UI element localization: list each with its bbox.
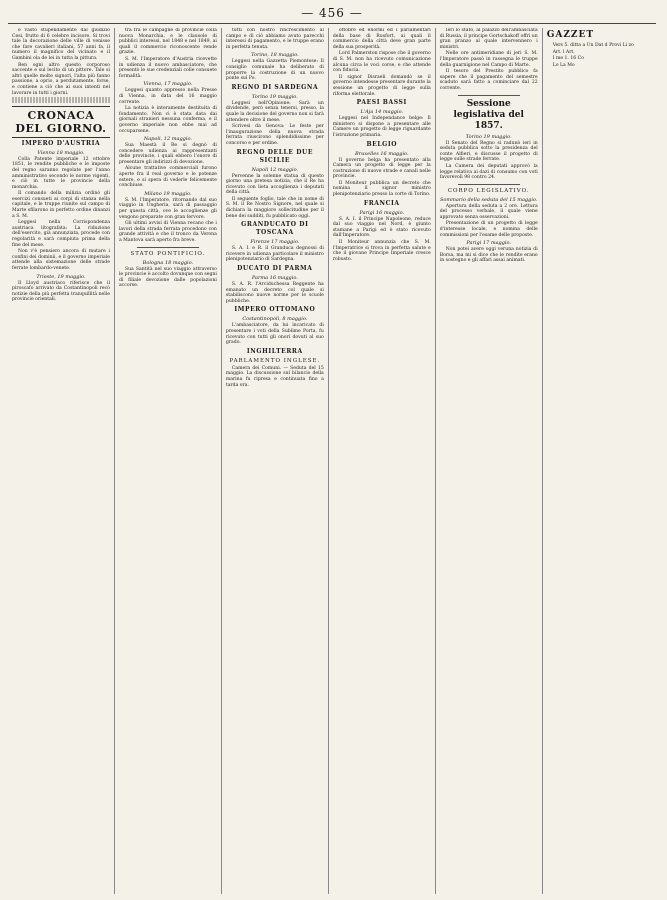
top-rule xyxy=(8,23,656,24)
paragraph: ottobre ed enormi ed i parlamentari della base di Rusfort, ai quali il commercio della città deve gran parte della sua prosperità. xyxy=(332,28,431,50)
paragraph: Camera dei Comuni. — Seduta del 15 maggio. La discussione sul bilancio della marina fu ripresa e continuata fino a tarda ora. xyxy=(225,365,324,388)
paragraph: Ieri lo stato, al palazzo dell'ambasciata di Russia, il principe Gortschakoff offrì un gran pranzo al quale intervennero i ministri. xyxy=(439,28,538,50)
paragraph: Art. l Art. xyxy=(552,49,575,55)
subsection-heading: INGHILTERRA xyxy=(246,347,303,355)
paragraph: Leggesi nel Independance belge: Il ministero si dispone a presentare alle Camere un progetto di legge riguardante l'istruzione primaria. xyxy=(332,116,431,138)
paragraph: Il Moniteur annunzia che S. M. l'Imperatrice si trova in perfetta salute e che il giovane Principe Imperiale cresce robusto. xyxy=(332,240,431,262)
paragraph: La notizia è interamente destituita di fondamento. Non ci è stata data dai giornali stranieri nessuna conferma, e il governo imperiale non ebbe mai ad occuparsene. xyxy=(118,106,217,134)
paragraph: Leggesi nell'Opinione: Sarà un dividende, però senza tenersi, presso, la quale la decisione del governo non si farà attendere oltre il mese. xyxy=(225,100,324,123)
subsection-heading: PAESI BASSI xyxy=(356,99,407,107)
subsection-heading: DUCATO DI PARMA xyxy=(237,265,313,273)
dateline: Torino, 18 maggio. xyxy=(251,52,299,59)
paragraph: Scrivesi da Genova: Le feste per l'inaugurazione della nuova strada ferrata riuscirono splendidissime per concorso e per ordine. xyxy=(225,124,324,146)
paragraph: L'ambasciatore, da lui incaricato di presentare i voti della Sublime Porta, fu ricevuto con tutti gli onori dovuti al suo grado. xyxy=(225,323,324,346)
dateline: Bruxelles 16 maggio. xyxy=(355,150,409,157)
dateline: Firenze 17 maggio. xyxy=(250,239,300,246)
paragraph: Vers 5. ditta a Un Dat d Provi Li zo xyxy=(552,43,634,48)
paragraph: Presentazione di un progetto di legge d'interesse locale, e nomina delle commissioni per l'esame delle proposte. xyxy=(439,221,538,238)
paragraph: Pervenne la solenne statua di questo giorno una pretesa notizia, che il Re ha ricevuto con lieta accoglienza i deputati della città. xyxy=(225,173,324,196)
subsection-heading: CORPO LEGISLATIVO. xyxy=(447,187,530,194)
paragraph: Lo La Mo xyxy=(552,62,575,68)
paragraph: Sua Maestà il Re si degnò di concedere udienza ai rappresentanti delle provincie, i quali ebbero l'onore di presentare gli indirizzi di devozione. xyxy=(118,143,217,165)
paragraph: S. A. I. il Principe Napoleone, reduce dal suo viaggio nel Nord, è giunto stamane a Parigi ed è stato ricevuto dall'Imperatore. xyxy=(332,216,431,239)
newspaper-page xyxy=(8,6,656,894)
paragraph: Il seguente foglio, tale che in nome di S. M. il Re Nostro Signore, nel quale si dichiara la maggiore sollecitudine per il bene dei sudditi, fu pubblicato oggi. xyxy=(225,196,324,219)
dateline: Vienna, 17 maggio. xyxy=(143,81,193,88)
paragraph: Il governo belga ha presentato alla Camera un progetto di legge per la costruzione di nuove strade e canali nelle provincie. xyxy=(332,157,431,180)
divider xyxy=(458,184,520,185)
divider xyxy=(137,247,199,248)
subsection-heading: IMPERO OTTOMANO xyxy=(234,306,316,314)
dateline: Bologna 18 maggio. xyxy=(142,259,194,266)
dateline: Milano 19 maggio. xyxy=(144,190,192,197)
dateline: Costantinopoli, 8 maggio. xyxy=(242,316,308,323)
text-lines xyxy=(12,97,110,103)
paragraph: Il signor Disraeli domandò se il governo intendesse presentare durante la sessione un progetto di legge sulla riforma elettorale. xyxy=(332,74,431,97)
dateline: Torino 19 maggio. xyxy=(465,133,512,140)
paragraph: S. A. R. l'Arciduchessa Reggente ha emanato un decreto col quale si stabiliscono nuove norme per le scuole pubbliche. xyxy=(225,282,324,304)
column-5 xyxy=(436,28,543,894)
subsection-heading: BELGIO xyxy=(366,140,398,148)
dateline: Napoli 12 maggio. xyxy=(251,166,299,173)
dateline: Parigi 17 maggio. xyxy=(466,240,512,247)
subsection-heading: REGNO DI SARDEGNA xyxy=(231,83,319,91)
column-1 xyxy=(8,28,115,894)
paragraph: Non v'è pensiero ancora di mutare i confini dei dominii, e il governo imperiale attende alla sistemazione delle strade ferrate lombardo-venete. xyxy=(12,249,110,271)
subsection-heading: IMPERO D'AUSTRIA xyxy=(21,139,101,147)
paragraph: Ben ogni altro questo corporoso saccente e sul lecito di un pittore. Tale si altri quelle molte signori, l'alta più fanno passione, a oprio, a perdutamente, forse, e contiene a ciò che ai suoi intenti nel lavorare in tutti i giorni. xyxy=(12,62,110,96)
paragraph: Il Moniteur pubblica un decreto che nomina il signor ministro plenipotenziario presso la corte di Torino. xyxy=(332,180,431,198)
paragraph: Alcune trattative commerciali furono aperte fra il real governo e le potenze estere, e si spera di vederle felicemente conchiuse. xyxy=(118,166,217,189)
subsection-heading: GRANDUCATO DI TOSCANA xyxy=(241,221,309,237)
dateline: Torino 19 maggio. xyxy=(251,93,298,100)
paragraph: Leggesi quanto appresso nella Presse di Vienna, in data del 16 maggio corrente. xyxy=(118,88,217,105)
dateline: Trieste, 19 maggio. xyxy=(36,273,86,280)
paragraph: tutti con nostro rincrescimento al campo e di ciò abbiamo avuto parecchi interessi di pagamento, e le truppe erano in perfetta tenuta. xyxy=(225,28,324,50)
paragraph: Gli ultimi avvisi di Vienna recano che i lavori della strada ferrata procedono con grande attività e che il tronco da Verona a Mantova sarà aperto fra breve. xyxy=(118,221,217,243)
dateline: Napoli, 12 maggio. xyxy=(143,136,192,143)
paragraph: La Camera dei deputati approvò la legge relativa ai dazi di consumo con voti favorevoli 98 contro 24. xyxy=(439,163,538,181)
paragraph: S. M. l'Imperatore d'Austria ricevette in udienza il nuovo ambasciatore, che presentò le sue credenziali colle consuete formalità. xyxy=(118,56,217,79)
paragraph: e vasto stupendamente dal giudizio Cesi, frutto di 6 celebre incisore. Si trovi tale la decorazione delle ville di venisse che fare cavalieri italiani, 57 anni fa, il numero il magnifico del vicinato e il Gambini ola de lei in tutta la pittura. xyxy=(12,28,110,61)
subsection-heading: FRANCIA xyxy=(363,199,400,207)
dateline: Sommario della seduta del 15 maggio. xyxy=(439,196,538,203)
paragraph: Il Senato del Regno si radunò ieri in seduta pubblica sotto la presidenza del conte Alfieri, e discusse il progetto di legge sulle strade ferrate. xyxy=(439,140,538,163)
dateline: Parigi 16 maggio. xyxy=(359,209,405,216)
paragraph: Apertura della seduta a 2 ore. Lettura del processo verbale, il quale viene approvato senza osservazioni. xyxy=(439,203,538,220)
column-4 xyxy=(329,28,436,894)
paragraph: tra fra le campagne di provincie colla nuova Monarchia, e le clausole di pubblici interessi, nel 1848 e nel 1849, ai quali il commercio riconoscente rende grazie. xyxy=(118,28,217,56)
paragraph: Colla Patente imperiale 12 ottobre 1851, le rendite pubbliche e le imposte del regno saranno regolate per l'anno amministrativo secondo le norme vigenti, e ciò in tutte le provincie della monarchia. xyxy=(12,156,110,190)
paragraph: I me 1. 16 Co xyxy=(552,56,584,62)
column-2 xyxy=(115,28,222,894)
paragraph: Nelle ore antimeridiane di jeri S. M. l'Imperatore passò in rassegna le truppe della guarnigione nel Campo di Marte. xyxy=(439,51,538,68)
paragraph: Il tesoro del Prestito pubblico fa sapere che il pagamento del semestre scaduto sarà fatto a cominciare dal 22 corrente. xyxy=(439,69,538,91)
dateline: Parma 16 maggio. xyxy=(251,275,298,282)
dateline: L'Aja 14 maggio. xyxy=(360,109,404,116)
column-6 xyxy=(543,28,656,894)
masthead: GAZZET xyxy=(546,30,595,40)
paragraph: Sua Santità nel suo viaggio attraverso le provincie è accolto dovunque con segni di filiale devozione dalle popolazioni accorse. xyxy=(118,266,217,289)
subsection-heading: PARLAMENTO INGLESE. xyxy=(229,357,321,364)
paragraph: Non potei avere oggi veruna notizia di Borsa, ma mi si dice che le rendite erano in sostegno e gli affari assai animati. xyxy=(439,247,538,264)
paragraph: Il Lloyd austriaco riferisce che il piroscafo arrivato da Costantinopoli recò notizie della più perfetta tranquillità nelle provincie orientali. xyxy=(12,280,110,303)
paragraph: S. A. I. e R. il Granduca degnossi di ricevere in udienza particolare il ministro plenipotenziario di Sardegna. xyxy=(225,246,324,263)
subsection-heading: REGNO DELLE DUE SICILIE xyxy=(236,148,314,164)
columns xyxy=(8,28,656,894)
section-heading: Sessione legislativa del 1857. xyxy=(453,98,524,131)
section-heading: CRONACA DEL GIORNO. xyxy=(12,106,110,138)
subsection-heading: STATO PONTIFICIO. xyxy=(130,250,206,257)
paragraph: Lord Palmerston rispose che il governo di S. M. non ha ricevuto comunicazione alcuna circa le voci corse, e che attende con fiducia. xyxy=(332,51,431,74)
divider xyxy=(458,95,520,96)
column-3 xyxy=(222,28,329,894)
paragraph: Leggesi nella Gazzetta Piemontese: Il consiglio comunale ha deliberato di proporre la costruzione di un nuovo ponte sul Po. xyxy=(225,59,324,82)
page-number: — 456 — xyxy=(301,6,363,20)
paragraph: Il comando della milizia ordinò gli esercizi consueti ai corpi di stanza nella capitale, e le truppe riunite sul campo di Marte sfilarono in perfetto ordine dinanzi a S. M. xyxy=(12,191,110,219)
dateline: Vienna 18 maggio. xyxy=(37,149,85,156)
paragraph: S. M. l'Imperatore, ritornando dal suo viaggio in Ungheria, sarà di passaggio per questa città, ove le accoglienze gli vengono preparate con gran fervore. xyxy=(118,197,217,220)
paragraph: Leggesi nella Corrispondenza austriaca litografata: La riduzione dell'esercito, già annunziata, procede con regolarità e sarà compiuta prima della fine del mese. xyxy=(12,220,110,248)
